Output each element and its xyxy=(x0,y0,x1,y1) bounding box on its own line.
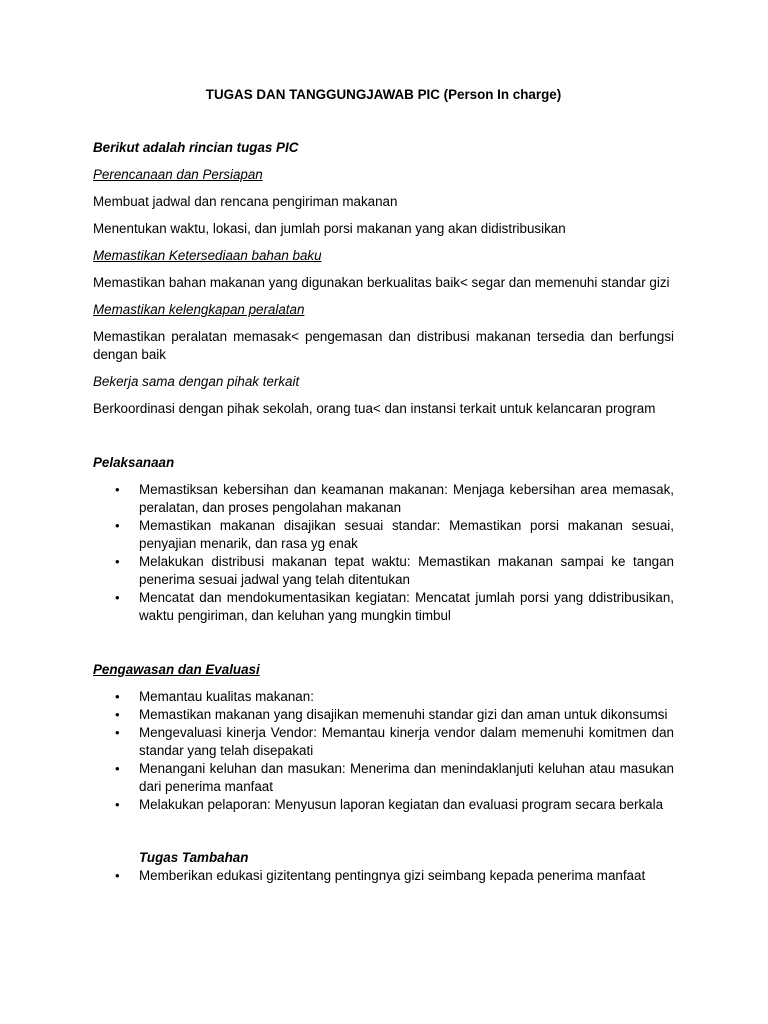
list-item-text: Melakukan distribusi makanan tepat waktu: Memastikan makanan sampai ke tangan penerima sesuai jadwal yang telah ditentukan xyxy=(139,554,674,587)
bullet-icon: • xyxy=(115,689,120,704)
list-tambahan xyxy=(93,867,674,885)
list-item-text: Memastiksan kebersihan dan keamanan makanan: Menjaga kebersihan area memasak, peralatan, dan proses pengolahan makanan xyxy=(139,482,674,515)
list-item xyxy=(93,517,674,553)
list-item-text: Memastikan makanan disajikan sesuai standar: Memastikan porsi makanan sesuai, penyajian menarik, dan rasa yg enak xyxy=(139,518,674,551)
heading-pelaksanaan: Pelaksanaan xyxy=(93,455,175,470)
list-item xyxy=(93,867,674,885)
paragraph: Berkoordinasi dengan pihak sekolah, orang tua< dan instansi terkait untuk kelancaran program xyxy=(93,401,656,416)
bullet-icon: • xyxy=(115,761,120,776)
bullet-icon: • xyxy=(115,725,120,740)
list-item xyxy=(93,760,674,796)
paragraph: Memastikan bahan makanan yang digunakan berkualitas baik< segar dan memenuhi standar gizi xyxy=(93,275,670,290)
bullet-icon: • xyxy=(115,518,120,533)
list-item xyxy=(93,589,674,625)
document-content xyxy=(93,86,674,885)
list-item-text: Melakukan pelaporan: Menyusun laporan kegiatan dan evaluasi program secara berkala xyxy=(139,797,664,812)
bullet-icon: • xyxy=(115,797,120,812)
bullet-icon: • xyxy=(115,868,120,883)
heading-pengawasan: Pengawasan dan Evaluasi xyxy=(93,662,260,677)
intro-text: Berikut adalah rincian tugas PIC xyxy=(93,140,299,155)
bullet-icon: • xyxy=(115,482,120,497)
bullet-icon: • xyxy=(115,707,120,722)
heading-kerjasama: Bekerja sama dengan pihak terkait xyxy=(93,374,300,389)
list-item xyxy=(93,706,674,724)
list-item-text: Mencatat dan mendokumentasikan kegiatan: Mencatat jumlah porsi yang ddistribusikan, waktu pengiriman, dan keluhan yang mungkin timbul xyxy=(139,590,674,623)
heading-kelengkapan: Memastikan kelengkapan peralatan xyxy=(93,302,305,317)
list-item xyxy=(93,796,674,814)
paragraph: Menentukan waktu, lokasi, dan jumlah porsi makanan yang akan didistribusikan xyxy=(93,221,566,236)
list-item xyxy=(93,724,674,760)
list-pengawasan xyxy=(93,688,674,814)
heading-ketersediaan: Memastikan Ketersediaan bahan baku xyxy=(93,248,322,263)
list-item-text: Memastikan makanan yang disajikan memenuhi standar gizi dan aman untuk dikonsumsi xyxy=(139,707,668,722)
document-title: TUGAS DAN TANGGUNGJAWAB PIC (Person In charge) xyxy=(205,87,562,102)
list-pelaksanaan xyxy=(93,481,674,625)
paragraph: Membuat jadwal dan rencana pengiriman makanan xyxy=(93,194,398,209)
list-item xyxy=(93,688,674,706)
list-item-text: Mengevaluasi kinerja Vendor: Memantau kinerja vendor dalam memenuhi komitmen dan standar yang telah disepakati xyxy=(139,725,674,758)
bullet-icon: • xyxy=(115,554,120,569)
bullet-icon: • xyxy=(115,590,120,605)
list-item-text: Memberikan edukasi gizitentang pentingnya gizi seimbang kepada penerima manfaat xyxy=(139,868,646,883)
heading-perencanaan: Perencanaan dan Persiapan xyxy=(93,167,263,182)
list-item-text: Memantau kualitas makanan: xyxy=(139,689,314,704)
list-item xyxy=(93,481,674,517)
paragraph: Memastikan peralatan memasak< pengemasan dan distribusi makanan tersedia dan berfungsi dengan baik xyxy=(93,329,674,362)
list-item-text: Menangani keluhan dan masukan: Menerima dan menindaklanjuti keluhan atau masukan dari penerima manfaat xyxy=(139,761,674,794)
heading-tugas-tambahan: Tugas Tambahan xyxy=(139,850,249,865)
list-item xyxy=(93,553,674,589)
